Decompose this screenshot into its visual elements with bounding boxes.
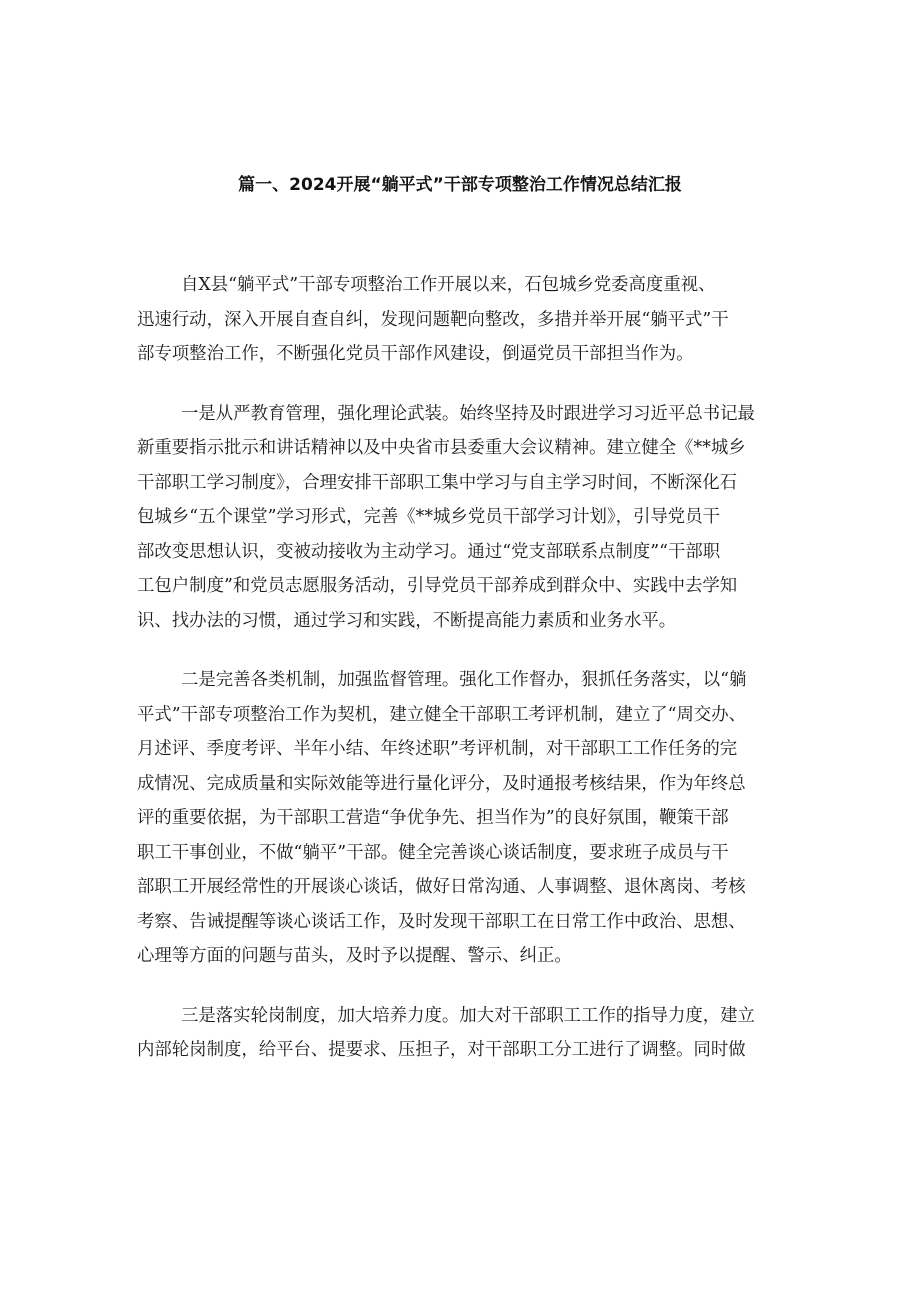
text-line: 部改变思想认识，变被动接收为主动学习。通过“党支部联系点制度”“干部职 xyxy=(137,541,721,562)
text-line: 职工干事创业，不做“躺平”干部。健全完善谈心谈话制度，要求班子成员与干 xyxy=(137,842,729,863)
text-line: 迅速行动，深入开展自查自纠，发现问题靶向整改，多措并举开展“躺平式”干 xyxy=(137,309,729,330)
text-line: 一是从严教育管理，强化理论武装。始终坚持及时跟进学习习近平总书记最 xyxy=(181,403,755,424)
text-line: 考察、告诫提醒等谈心谈话工作，及时发现干部职工在日常工作中政治、思想、 xyxy=(137,911,746,932)
document-title: 篇一、2024开展“躺平式”干部专项整治工作情况总结汇报 xyxy=(238,175,682,195)
text-line: 月述评、季度考评、半年小结、年终述职”考评机制，对干部职工工作任务的完 xyxy=(137,739,738,759)
text-line: 内部轮岗制度，给平台、提要求、压担子，对干部职工分工进行了调整。同时做 xyxy=(137,1040,746,1060)
text-line: 识、找办法的习惯，通过学习和实践，不断提高能力素质和业务水平。 xyxy=(137,610,677,631)
text-line: 部专项整治工作，不断强化党员干部作风建设，倒逼党员干部担当作为。 xyxy=(137,344,694,364)
text-line: 二是完善各类机制，加强监督管理。强化工作督办，狠抓任务落实，以“躺 xyxy=(181,670,747,690)
text-line: 评的重要依据，为干部职工营造“争优争先、担当作为”的良好氛围，鞭策干部 xyxy=(137,808,729,828)
text-line: 部职工开展经常性的开展谈心谈话，做好日常沟通、人事调整、退休离岗、考核 xyxy=(137,877,746,897)
paragraph-education xyxy=(137,397,797,639)
text-line: 工包户制度”和党员志愿服务活动，引导党员干部养成到群众中、实践中去学知 xyxy=(137,576,738,596)
document-body xyxy=(137,268,797,1068)
text-line: 三是落实轮岗制度，加大培养力度。加大对干部职工工作的指导力度，建立 xyxy=(181,1005,755,1026)
paragraph-intro xyxy=(137,268,797,372)
paragraph-mechanism xyxy=(137,663,797,974)
text-line: 包城乡“五个课堂”学习形式，完善《**城乡党员干部学习计划》，引导党员干 xyxy=(137,507,720,527)
text-line: 自X县“躺平式”干部专项整治工作开展以来，石包城乡党委高度重视、 xyxy=(181,275,716,295)
text-line: 新重要指示批示和讲话精神以及中央省市县委重大会议精神。建立健全《**城乡 xyxy=(137,438,746,458)
paragraph-rotation xyxy=(137,999,797,1068)
text-line: 心理等方面的问题与苗头，及时予以提醒、警示、纠正。 xyxy=(137,946,572,966)
text-line: 平式”干部专项整治工作为契机，建立健全干部职工考评机制，建立了“周交办、 xyxy=(137,704,747,725)
text-line: 成情况、完成质量和实际效能等进行量化评分，及时通报考核结果，作为年终总 xyxy=(137,773,746,794)
text-line: 干部职工学习制度》，合理安排干部职工集中学习与自主学习时间，不断深化石 xyxy=(137,472,737,493)
